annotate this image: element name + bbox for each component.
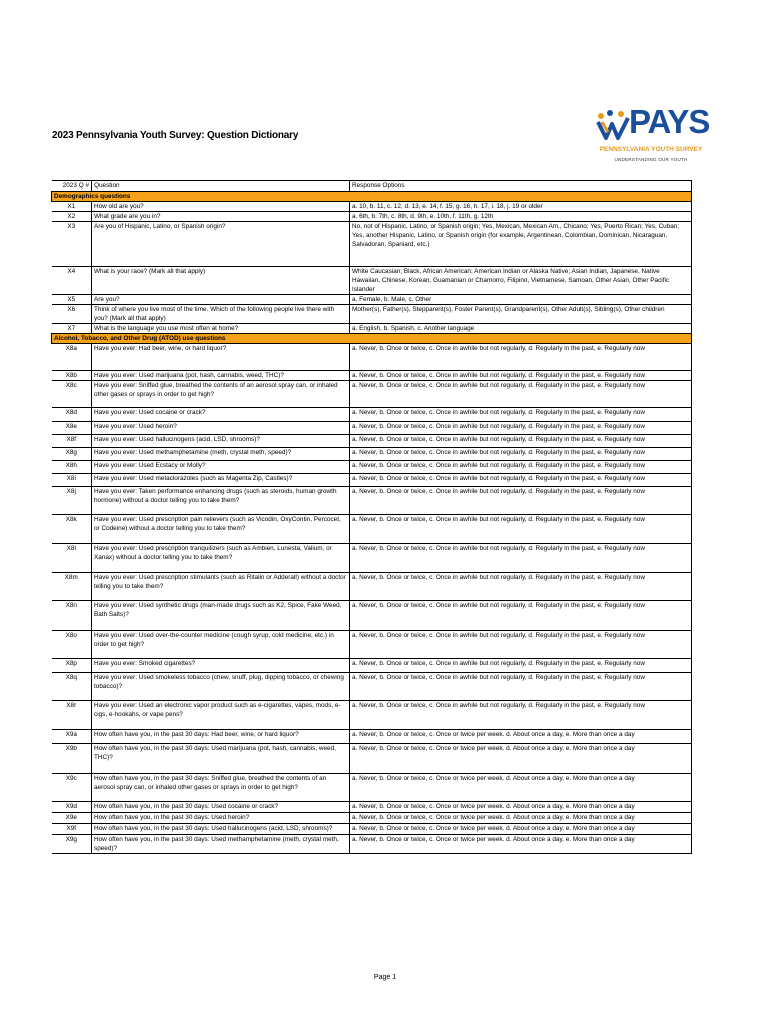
response-options: a. Never, b. Once or twice, c. Once in awhile but not regularly, d. Regularly in the past, e. Regularly now <box>350 461 692 474</box>
page-number: Page 1 <box>373 974 397 981</box>
question-text: How often have you, in the past 30 days: Used heroin? <box>92 813 350 824</box>
response-options: White Caucasian; Black, African American; American Indian or Alaska Native; Asian Indian, Japanese, Native Hawaiian, Chinese, Korean, Guamanian or Chamorro, Filipino, Vietnamese, Samoan, Other Asian, Other Pacific Islander <box>350 267 692 295</box>
table-row <box>52 408 692 422</box>
question-number: X8o <box>52 631 92 659</box>
question-text: Have you ever: Used smokeless tobacco (chew, snuff, plug, dipping tobacco, or chewing tobacco)? <box>92 673 350 701</box>
table-row <box>52 744 692 774</box>
question-number: X9f <box>52 824 92 835</box>
table-row <box>52 381 692 408</box>
response-options: a. 10, b. 11, c. 12, d. 13, e. 14, f. 15, g. 16, h. 17, i. 18, j. 19 or older <box>350 202 692 212</box>
question-number: X8n <box>52 601 92 631</box>
question-text: Have you ever: Used prescription pain relievers (such as Vicodin, OxyContin, Percocet, or Codeine) without a doctor telling you to take them? <box>92 515 350 544</box>
response-options: a. Never, b. Once or twice, c. Once in awhile but not regularly, d. Regularly in the past, e. Regularly now <box>350 673 692 701</box>
table-row <box>52 824 692 835</box>
question-number: X7 <box>52 324 92 334</box>
header-qnum: 2023 Q # <box>52 181 92 192</box>
question-number: X8q <box>52 673 92 701</box>
question-number: X8k <box>52 515 92 544</box>
table-row <box>52 324 692 334</box>
question-text: What is the language you use most often at home? <box>92 324 350 334</box>
response-options: No, not of Hispanic, Latino, or Spanish origin; Yes, Mexican, Mexican Am., Chicano; Yes, Puerto Rican; Yes, Cuban; Yes, another Hispanic, Latino, or Spanish origin (for example, Argentinean, Colombian, Dominican, Nicaraguan, Salvadoran, Spaniard, etc.) <box>350 222 692 267</box>
response-options: a. Never, b. Once or twice, c. Once in awhile but not regularly, d. Regularly in the past, e. Regularly now <box>350 544 692 573</box>
question-number: X8r <box>52 701 92 730</box>
question-text: Are you? <box>92 295 350 305</box>
header-question: Question <box>92 181 350 192</box>
question-number: X9a <box>52 730 92 744</box>
response-options: a. Never, b. Once or twice, c. Once in awhile but not regularly, d. Regularly in the past, e. Regularly now <box>350 515 692 544</box>
question-text: Have you ever: Smoked cigarettes? <box>92 659 350 673</box>
response-options: a. Never, b. Once or twice, c. Once in awhile but not regularly, d. Regularly in the past, e. Regularly now <box>350 381 692 408</box>
question-number: X9e <box>52 813 92 824</box>
header-response: Response Options <box>350 181 692 192</box>
question-text: Have you ever: Used marijuana (pot, hash, cannabis, weed, THC)? <box>92 371 350 381</box>
question-number: X8j <box>52 487 92 515</box>
table-row <box>52 422 692 435</box>
question-number: X9b <box>52 744 92 774</box>
table-row <box>52 305 692 324</box>
question-text: Have you ever: Used cocaine or crack? <box>92 408 350 422</box>
question-text: Have you ever: Used an electronic vapor product such as e-cigarettes, vapes, mods, e-cigs, e-hookahs, or vape pens? <box>92 701 350 730</box>
table-row <box>52 601 692 631</box>
response-options: a. Never, b. Once or twice, c. Once in awhile but not regularly, d. Regularly in the past, e. Regularly now <box>350 435 692 448</box>
question-text: How often have you, in the past 30 days: Had beer, wine, or hard liquor? <box>92 730 350 744</box>
table-row <box>52 835 692 854</box>
table-row <box>52 659 692 673</box>
question-text: How often have you, in the past 30 days: Used marijuana (pot, hash, cannabis, weed, THC)? <box>92 744 350 774</box>
response-options: a. Never, b. Once or twice, c. Once in awhile but not regularly, d. Regularly in the past, e. Regularly now <box>350 601 692 631</box>
page-title: 2023 Pennsylvania Youth Survey: Question Dictionary <box>52 130 299 141</box>
question-text: Have you ever: Had beer, wine, or hard liquor? <box>92 344 350 371</box>
question-text: Have you ever: Used methamphetamine (meth, crystal meth, speed)? <box>92 448 350 461</box>
question-text: Have you ever: Used heroin? <box>92 422 350 435</box>
response-options: a. Never, b. Once or twice, c. Once or twice per week. d. About once a day, e. More than once a day <box>350 744 692 774</box>
logo-subtitle: PENNSYLVANIA YOUTH SURVEY <box>599 146 703 153</box>
question-text: Have you ever: Used prescription stimulants (such as Ritalin or Adderall) without a doctor telling you to take them? <box>92 573 350 601</box>
table-row <box>52 371 692 381</box>
question-number: X9d <box>52 802 92 813</box>
table-row <box>52 474 692 487</box>
logo-wordmark: PAYS <box>629 103 710 140</box>
question-dictionary-table <box>51 180 692 854</box>
question-number: X9c <box>52 774 92 802</box>
response-options: a. Never, b. Once or twice, c. Once in awhile but not regularly, d. Regularly in the past, e. Regularly now <box>350 408 692 422</box>
table-row <box>52 631 692 659</box>
response-options: a. Never, b. Once or twice, c. Once or twice per week. d. About once a day, e. More than once a day <box>350 824 692 835</box>
question-number: X8g <box>52 448 92 461</box>
question-text: How often have you, in the past 30 days: Used hallucinogens (acid, LSD, shrooms)? <box>92 824 350 835</box>
table-row <box>52 344 692 371</box>
question-text: Have you ever: Used synthetic drugs (man-made drugs such as K2, Spice, Fake Weed, Bath Salts)? <box>92 601 350 631</box>
question-number: X8m <box>52 573 92 601</box>
table-row <box>52 435 692 448</box>
question-text: What grade are you in? <box>92 212 350 222</box>
question-text: How old are you? <box>92 202 350 212</box>
table-row <box>52 202 692 212</box>
table-row <box>52 802 692 813</box>
response-options: a. English, b. Spanish, c. Another language <box>350 324 692 334</box>
table-body <box>52 192 692 854</box>
table-row <box>52 461 692 474</box>
table-row <box>52 730 692 744</box>
table-row <box>52 515 692 544</box>
section-label: Alcohol, Tobacco, and Other Drug (ATOD) use questions <box>52 334 692 344</box>
question-text: How often have you, in the past 30 days: Sniffed glue, breathed the contents of an aerosol spray can, or inhaled other gases or sprays in order to get high? <box>92 774 350 802</box>
question-text: How often have you, in the past 30 days: Used cocaine or crack? <box>92 802 350 813</box>
question-number: X5 <box>52 295 92 305</box>
section-row <box>52 334 692 344</box>
question-text: Have you ever: Used hallucinogens (acid, LSD, shrooms)? <box>92 435 350 448</box>
table-header-row <box>52 181 692 192</box>
question-number: X8d <box>52 408 92 422</box>
question-text: Have you ever: Sniffed glue, breathed the contents of an aerosol spray can, or inhaled other gases or sprays in order to get high? <box>92 381 350 408</box>
table-row <box>52 222 692 267</box>
question-text: What is your race? (Mark all that apply) <box>92 267 350 295</box>
response-options: Mother(s), Father(s), Stepparent(s), Foster Parent(s), Grandparent(s), Other Adult(s), Sibling(s), Other children <box>350 305 692 324</box>
response-options: a. Never, b. Once or twice, c. Once in awhile but not regularly, d. Regularly in the past, e. Regularly now <box>350 474 692 487</box>
table-row <box>52 573 692 601</box>
question-number: X1 <box>52 202 92 212</box>
response-options: a. Never, b. Once or twice, c. Once in awhile but not regularly, d. Regularly in the past, e. Regularly now <box>350 422 692 435</box>
question-number: X4 <box>52 267 92 295</box>
question-number: X6 <box>52 305 92 324</box>
response-options: a. 6th, b. 7th, c. 8th, d. 9th, e. 10th, f. 11th, g. 12th <box>350 212 692 222</box>
question-text: Have you ever: Used metaclorazoles (such as Magenta Zip, Castles)? <box>92 474 350 487</box>
pays-logo <box>596 103 710 172</box>
question-number: X8e <box>52 422 92 435</box>
response-options: a. Never, b. Once or twice, c. Once in awhile but not regularly, d. Regularly in the past, e. Regularly now <box>350 487 692 515</box>
table-row <box>52 673 692 701</box>
table-row <box>52 212 692 222</box>
response-options: a. Never, b. Once or twice, c. Once in awhile but not regularly, d. Regularly in the past, e. Regularly now <box>350 371 692 381</box>
table-row <box>52 701 692 730</box>
question-number: X8p <box>52 659 92 673</box>
section-row <box>52 192 692 202</box>
pays-figures-icon <box>596 108 632 142</box>
question-number: X3 <box>52 222 92 267</box>
table-row <box>52 487 692 515</box>
table-row <box>52 295 692 305</box>
question-text: Think of where you live most of the time. Which of the following people live there with you? (Mark all that apply) <box>92 305 350 324</box>
question-text: Have you ever: Used prescription tranquilizers (such as Ambien, Lunesta, Valium, or Xanax) without a doctor telling you to take them? <box>92 544 350 573</box>
response-options: a. Never, b. Once or twice, c. Once in awhile but not regularly, d. Regularly in the past, e. Regularly now <box>350 573 692 601</box>
table-row <box>52 813 692 824</box>
question-number: X9g <box>52 835 92 854</box>
response-options: a. Never, b. Once or twice, c. Once or twice per week. d. About once a day, e. More than once a day <box>350 835 692 854</box>
response-options: a. Never, b. Once or twice, c. Once or twice per week. d. About once a day, e. More than once a day <box>350 730 692 744</box>
table-row <box>52 267 692 295</box>
table-row <box>52 544 692 573</box>
response-options: a. Never, b. Once or twice, c. Once or twice per week. d. About once a day, e. More than once a day <box>350 774 692 802</box>
response-options: a. Never, b. Once or twice, c. Once in awhile but not regularly, d. Regularly in the past, e. Regularly now <box>350 631 692 659</box>
logo-tagline: UNDERSTANDING OUR YOUTH <box>614 157 688 162</box>
response-options: a. Female, b. Male, c. Other <box>350 295 692 305</box>
response-options: a. Never, b. Once or twice, c. Once in awhile but not regularly, d. Regularly in the past, e. Regularly now <box>350 344 692 371</box>
table-row <box>52 774 692 802</box>
question-number: X8i <box>52 474 92 487</box>
response-options: a. Never, b. Once or twice, c. Once or twice per week. d. About once a day, e. More than once a day <box>350 802 692 813</box>
response-options: a. Never, b. Once or twice, c. Once in awhile but not regularly, d. Regularly in the past, e. Regularly now <box>350 659 692 673</box>
question-number: X8a <box>52 344 92 371</box>
question-number: X8c <box>52 381 92 408</box>
response-options: a. Never, b. Once or twice, c. Once in awhile but not regularly, d. Regularly in the past, e. Regularly now <box>350 448 692 461</box>
question-number: X8b <box>52 371 92 381</box>
question-number: X8f <box>52 435 92 448</box>
section-label: Demographics questions <box>52 192 692 202</box>
question-text: Have you ever: Used Ecstacy or Molly? <box>92 461 350 474</box>
question-text: How often have you, in the past 30 days: Used methamphetamine (meth, crystal meth, speed)? <box>92 835 350 854</box>
question-text: Are you of Hispanic, Latino, or Spanish origin? <box>92 222 350 267</box>
question-text: Have you ever: Used over-the-counter medicine (cough syrup, cold medicine, etc.) in order to get high? <box>92 631 350 659</box>
question-number: X8h <box>52 461 92 474</box>
response-options: a. Never, b. Once or twice, c. Once or twice per week. d. About once a day, e. More than once a day <box>350 813 692 824</box>
table-row <box>52 448 692 461</box>
question-number: X2 <box>52 212 92 222</box>
question-number: X8l <box>52 544 92 573</box>
response-options: a. Never, b. Once or twice, c. Once in awhile but not regularly, d. Regularly in the past, e. Regularly now <box>350 701 692 730</box>
question-text: Have you ever: Taken performance enhancing drugs (such as steroids, human growth hormone) without a doctor telling you to take them? <box>92 487 350 515</box>
